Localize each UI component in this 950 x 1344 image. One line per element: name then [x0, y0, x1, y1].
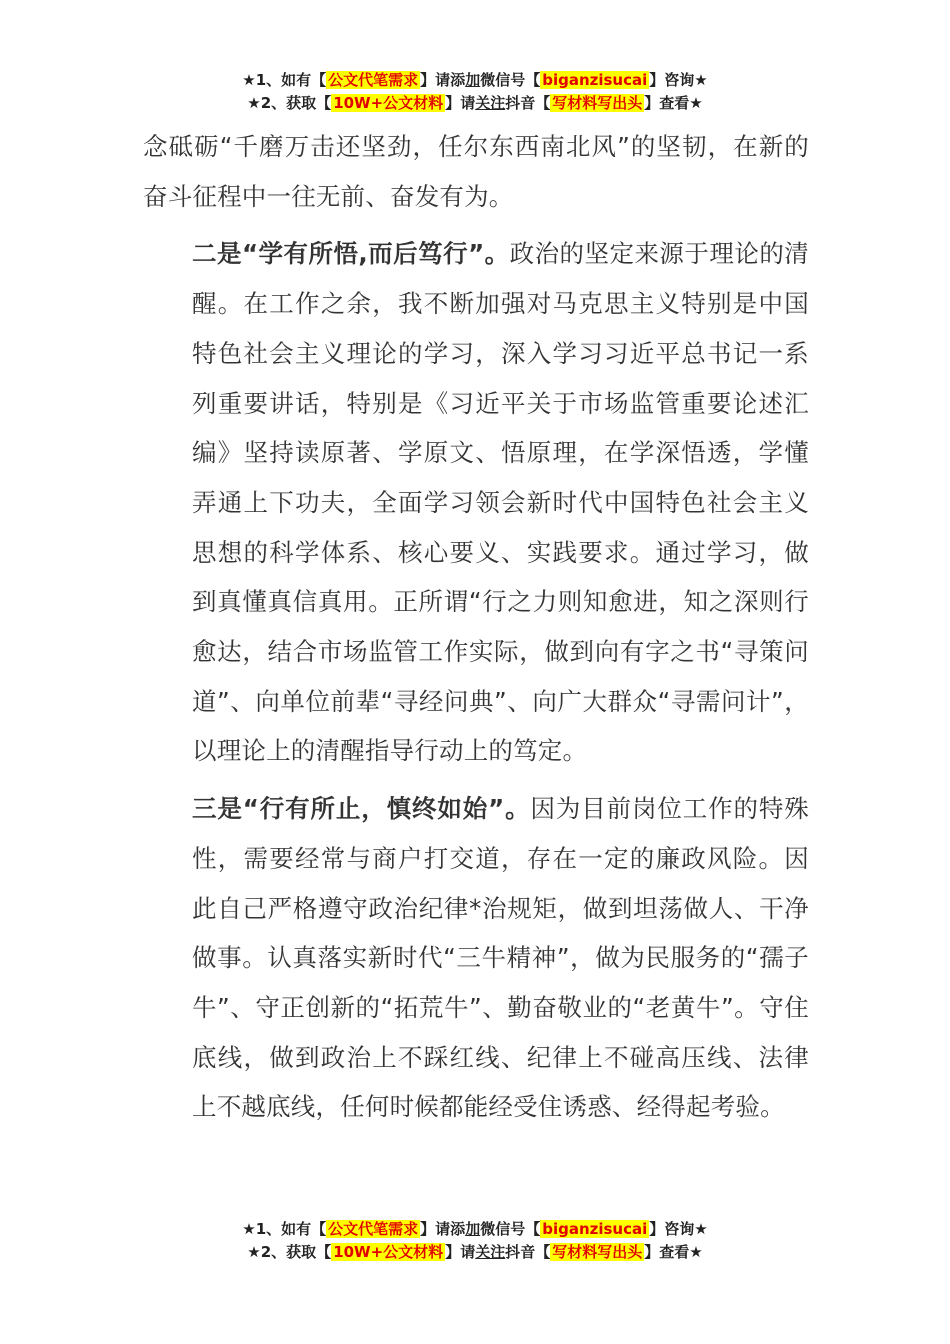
banner-line-2: ★2、获取【 10W+公文材料 】请关注抖音【 写材料写出头 】查看★ [247, 94, 703, 112]
header-banner [0, 69, 950, 115]
highlight-materials: 10W+公文材料 [333, 94, 444, 112]
paragraph-heading: 三是“行有所止，慎终如始”。 [192, 794, 531, 824]
footer-banner [0, 1218, 950, 1264]
highlight-materials: 10W+公文材料 [333, 1243, 444, 1261]
paragraph-continuation: 念砥砺“千磨万击还坚劲，任尔东西南北风”的坚韧，在新的奋斗征程中一往无前、奋发有为。 [143, 132, 809, 211]
highlight-wechat-id: biganzisucai [542, 71, 648, 89]
highlight-service: 公文代笔需求 [328, 1220, 419, 1238]
highlight-wechat-id: biganzisucai [542, 1220, 648, 1238]
banner-line-1: ★1、如有【 公文代笔需求 】请添加微信号【 biganzisucai 】咨询★ [242, 1220, 708, 1238]
banner-line-1: ★1、如有【 公文代笔需求 】请添加微信号【 biganzisucai 】咨询★ [242, 71, 708, 89]
paragraph-heading: 二是“学有所悟,而后笃行”。 [192, 239, 510, 269]
paragraph-second-point: 二是“学有所悟,而后笃行”。政治的坚定来源于理论的清醒。在工作之余，我不断加强对马克思主义特别是中国特色社会主义理论的学习，深入学习习近平总书记一系列重要讲话，特别是《习近平关于市场监管重要论述汇编》坚持读原著、学原文、悟原理，在学深悟透，学懂弄通上下功夫，全面学习领会新时代中国特色社会主义思想的科学体系、核心要义、实践要求。通过学习，做到真懂真信真用。正所谓“行之力则知愈进，知之深则行愈达，结合市场监管工作实际，做到向有字之书“寻策问道”、向单位前辈“寻经问典”、向广大群众“寻需问计”，以理论上的清醒指导行动上的笃定。 [192, 239, 809, 766]
highlight-douyin: 写材料写出头 [552, 1243, 643, 1261]
paragraph-third-point: 三是“行有所止，慎终如始”。因为目前岗位工作的特殊性，需要经常与商户打交道，存在一定的廉政风险。因此自己严格遵守政治纪律*治规矩，做到坦荡做人、干净做事。认真落实新时代“三牛精神”，做为民服务的“孺子牛”、守正创新的“拓荒牛”、勤奋敬业的“老黄牛”。守住底线，做到政治上不踩红线、纪律上不碰高压线、法律上不越底线，任何时候都能经受住诱惑、经得起考验。 [192, 794, 809, 1122]
banner-line-2: ★2、获取【 10W+公文材料 】请关注抖音【 写材料写出头 】查看★ [247, 1243, 703, 1261]
highlight-service: 公文代笔需求 [328, 71, 419, 89]
document-body [143, 122, 809, 1132]
highlight-douyin: 写材料写出头 [552, 94, 643, 112]
